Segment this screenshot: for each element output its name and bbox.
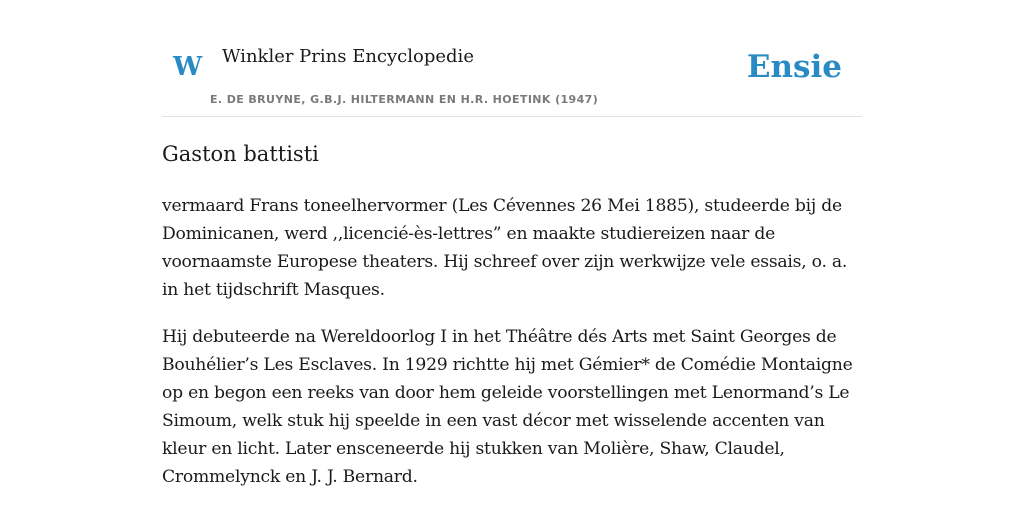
publication-authors: E. DE BRUYNE, G.B.J. HILTERMANN EN H.R. HOETINK (1947) (210, 93, 599, 106)
publication-title[interactable]: Winkler Prins Encyclopedie (222, 46, 474, 67)
article-paragraph: Hij debuteerde na Wereldoorlog I in het Théâtre dés Arts met Saint Georges de Bouhélier’s Les Esclaves. In 1929 richtte hij met Gémier* de Comédie Montaigne op en begon een reeks van door hem geleide voorstellingen met Lenormand’s Le Simoum, welk stuk hij speelde in een vast décor met wisselende accenten van kleur en licht. Later ensceneerde hij stukken van Molière, Shaw, Claudel, Crommelynck en J. J. Bernard. (162, 327, 853, 487)
article-title: Gaston battisti (162, 142, 319, 166)
article-body (162, 192, 862, 510)
winkler-prins-logo[interactable]: W (173, 52, 203, 82)
ensie-logo-link[interactable]: Ensie (746, 49, 842, 85)
page (162, 0, 862, 512)
article-paragraph: vermaard Frans toneelhervormer (Les Cévennes 26 Mei 1885), studeerde bij de Dominicanen, werd ,,licencié-ès-lettres” en maakte studiereizen naar de voornaamste Europese theaters. Hij schreef over zijn werkwijze vele essais, o. a. in het tijdschrift Masques. (162, 196, 848, 300)
header (162, 0, 862, 117)
